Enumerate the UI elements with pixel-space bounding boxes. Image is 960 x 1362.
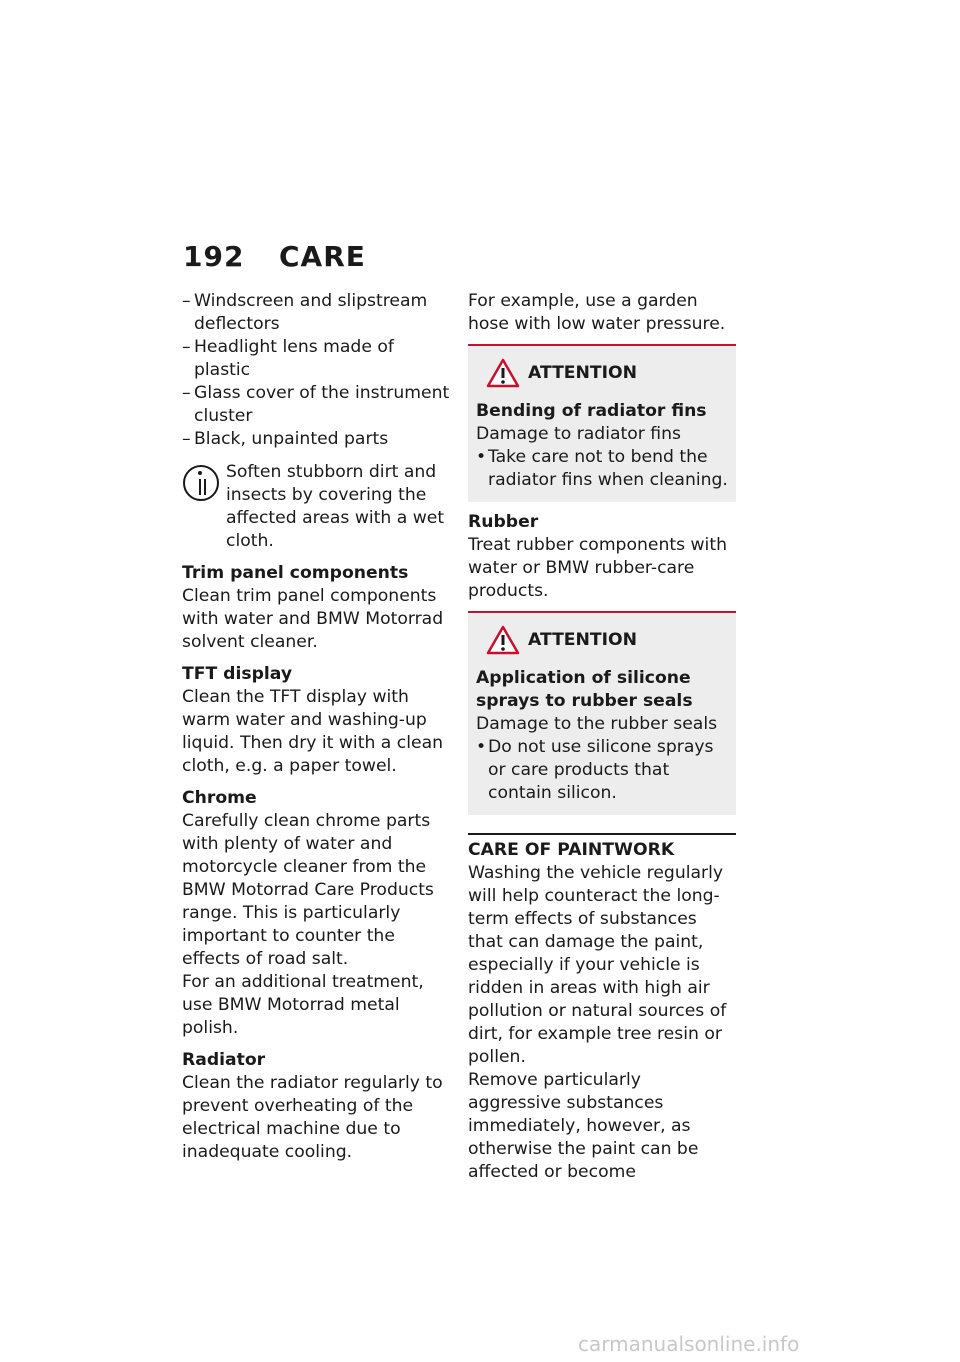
chrome-heading: Chrome (182, 788, 257, 808)
chrome-text: Carefully clean chrome parts with plenty of water and motorcycle cleaner from the BMW Motorrad Care Products range. This is particularly important to counter the effects of road salt. (182, 811, 434, 969)
section-heading: CARE OF PAINTWORK (468, 833, 736, 862)
trim-text: Clean trim panel components with water and BMW Motorrad solvent cleaner. (182, 586, 444, 652)
list-item: – Headlight lens made of plastic (182, 336, 452, 382)
warning-icon (486, 625, 520, 655)
intro-text: For example, use a garden hose with low water pressure. (468, 291, 726, 334)
info-icon (182, 463, 220, 503)
page-header (183, 240, 366, 273)
attention-box (468, 344, 736, 502)
rubber-heading: Rubber (468, 512, 539, 532)
radiator-heading: Radiator (182, 1050, 266, 1070)
rubber-text: Treat rubber components with water or BMW rubber-care products. (468, 535, 727, 601)
paint-text-2: Remove particularly aggressive substances immediately, however, as otherwise the paint can be affected or become (468, 1070, 699, 1182)
left-column (182, 290, 452, 1164)
warning-icon (486, 358, 520, 388)
attention-bullet: • Take care not to bend the radiator fins when cleaning. (476, 446, 728, 492)
attention-text: Damage to radiator fins (476, 424, 681, 444)
attention-header (486, 358, 728, 388)
chrome-text-2: For an additional treatment, use BMW Motorrad metal polish. (182, 972, 424, 1038)
tft-heading: TFT display (182, 664, 293, 684)
attention-title: Bending of radiator fins (476, 401, 707, 421)
radiator-text: Clean the radiator regularly to prevent overheating of the electrical machine due to inadequate cooling. (182, 1073, 443, 1162)
page-number: 192 (183, 240, 245, 273)
attention-box (468, 611, 736, 815)
attention-label: ATTENTION (528, 362, 638, 383)
right-column (468, 290, 736, 1184)
attention-bullet: • Do not use silicone sprays or care products that contain silicon. (476, 736, 728, 805)
list-item: – Windscreen and slipstream deflectors (182, 290, 452, 336)
paint-text: Washing the vehicle regularly will help counteract the long-term effects of substances that can damage the paint, especially if your vehicle is ridden in areas with high air pollution or natural sources of dirt, for example tree resin or pollen. (468, 863, 727, 1067)
tft-text: Clean the TFT display with warm water and washing-up liquid. Then dry it with a clean cloth, e.g. a paper towel. (182, 687, 444, 776)
attention-text: Damage to the rubber seals (476, 714, 718, 734)
attention-header (486, 625, 728, 655)
list-item: – Black, unpainted parts (182, 428, 452, 451)
trim-heading: Trim panel components (182, 563, 409, 583)
tip-text: Soften stubborn dirt and insects by covering the affected areas with a wet cloth. (226, 462, 445, 551)
attention-label: ATTENTION (528, 629, 638, 650)
attention-title: Application of silicone sprays to rubber seals (476, 668, 693, 711)
page-title: CARE (279, 240, 366, 273)
list-item: – Glass cover of the instrument cluster (182, 382, 452, 428)
tip-note (182, 461, 452, 553)
watermark: carmanualsonline.info (578, 1332, 800, 1356)
